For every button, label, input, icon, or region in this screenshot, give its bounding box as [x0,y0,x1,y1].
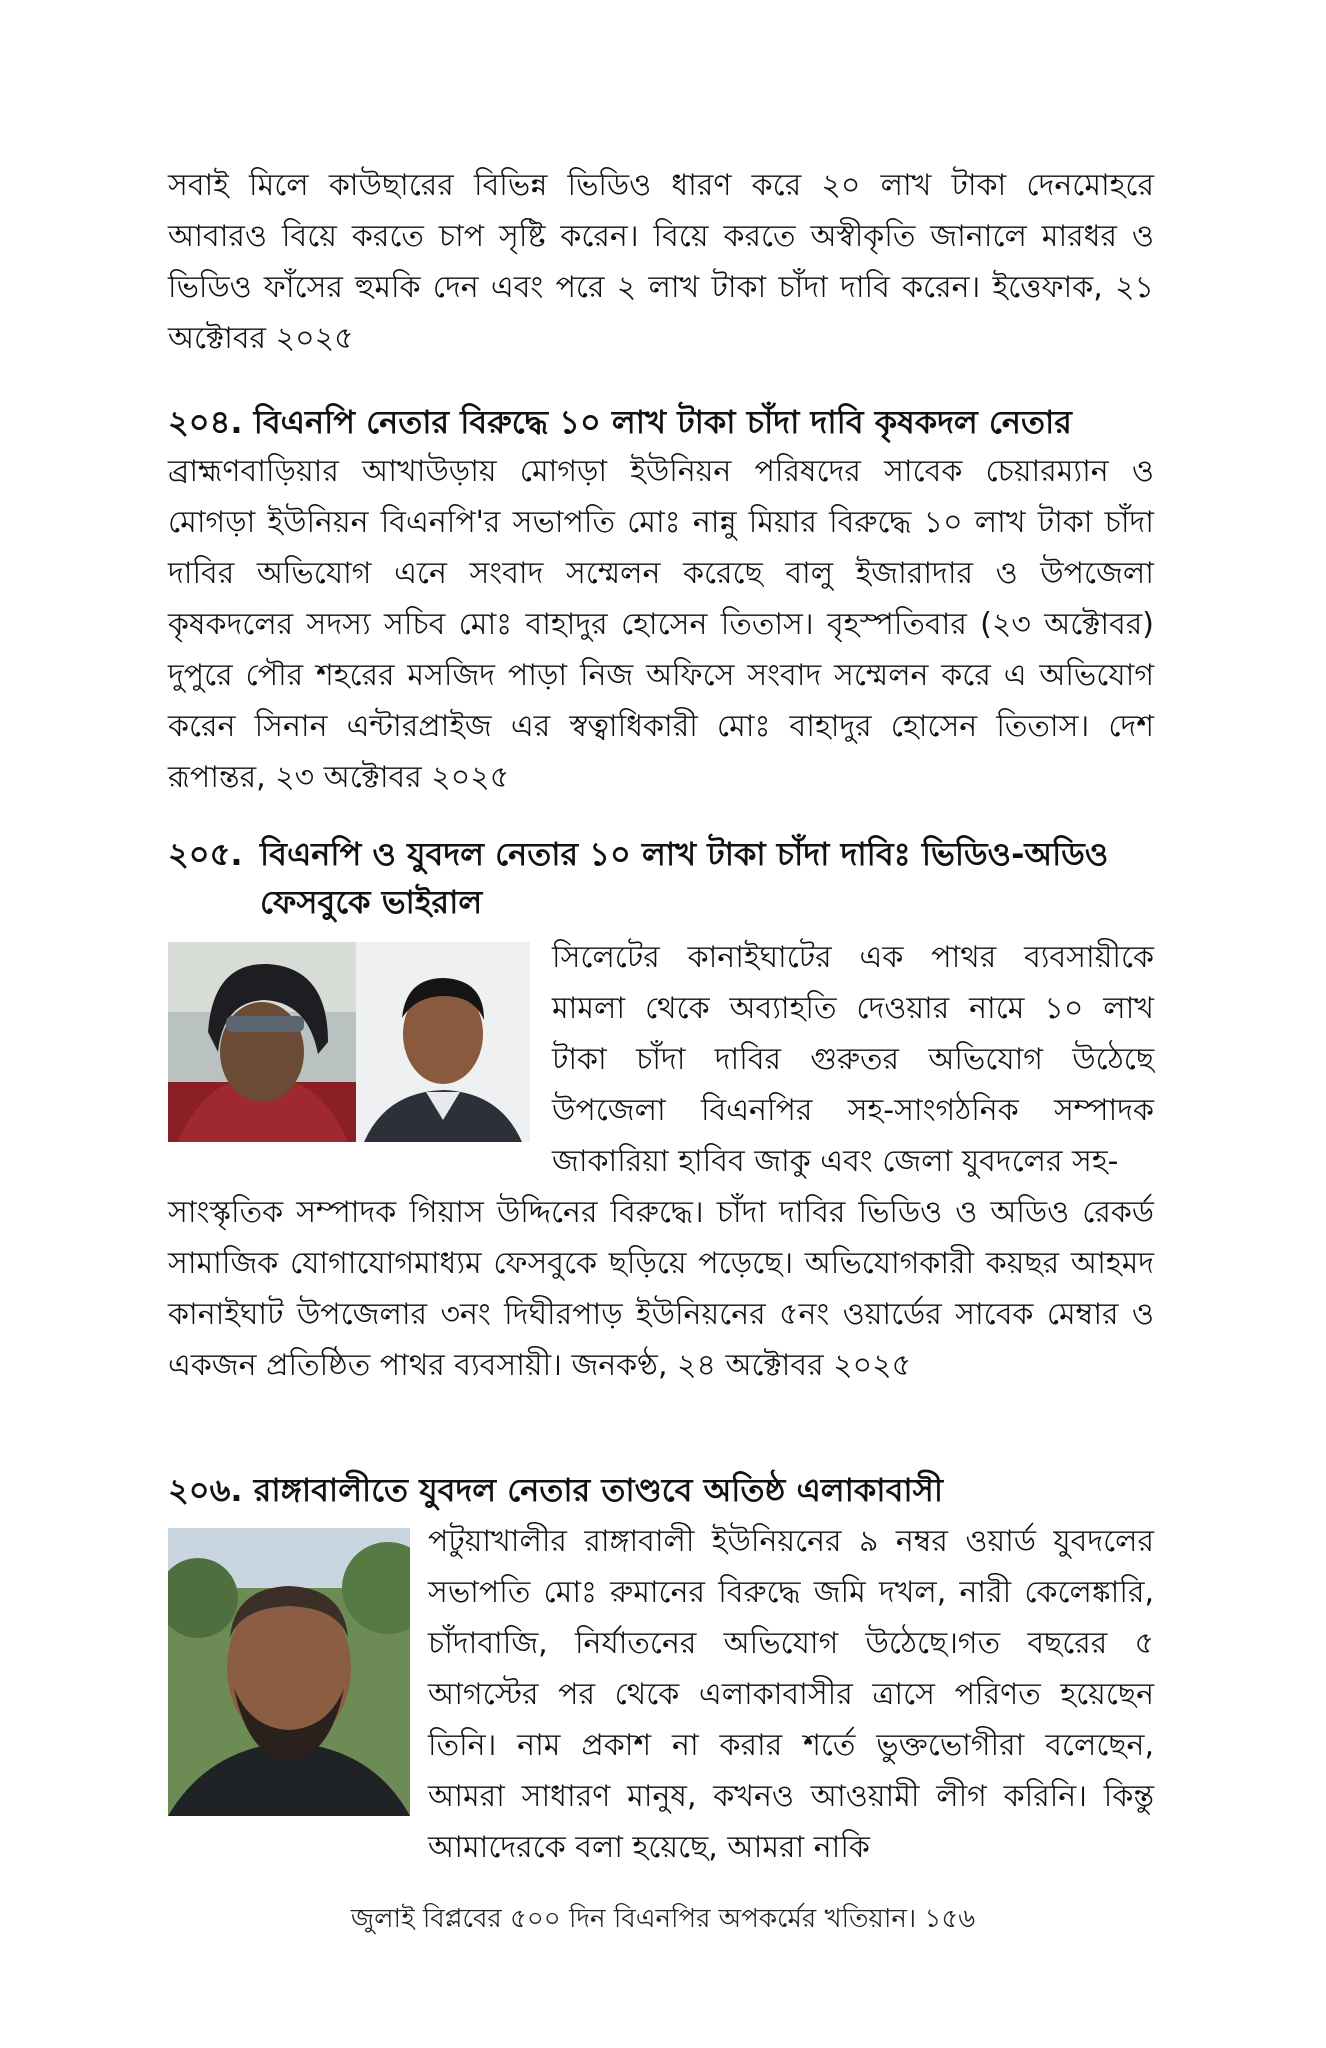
person-photo-right [356,942,530,1142]
item-204-heading [168,398,1154,446]
item-205-side-block [552,932,1154,1187]
item-206 [168,1466,1154,1514]
item-206-text: পটুয়াখালীর রাঙ্গাবালী ইউনিয়নের ৯ নম্বর ওয়ার্ড যুবদলের সভাপতি মোঃ রুমানের বিরুদ্ধে জমি দখল, নারী কেলেঙ্কারি, চাঁদাবাজি, নির্যাতনের অভিযোগ উঠেছে।গত বছরের ৫ আগস্টের পর থেকে এলাকাবাসীর ত্রাসে পরিণত হয়েছেন তিনি। নাম প্রকাশ না করার শর্তে ভুক্তভোগীরা বলেছেন, আমরা সাধারণ মানুষ, কখনও আওয়ামী লীগ করিনি। কিন্তু আমাদেরকে বলা হয়েছে, আমরা নাকি [428,1524,1154,1865]
item-205-source: জনকণ্ঠ, ২৪ অক্টোবর ২০২৫ [571,1348,912,1383]
item-205-continuation [168,1187,1154,1391]
intro-block [168,160,1154,364]
item-206-side-block [428,1516,1154,1873]
person-photo-206 [168,1528,410,1816]
intro-paragraph [168,160,1154,364]
item-204-source: দেশ রূপান্তর, ২৩ অক্টোবর ২০২৫ [168,709,1154,795]
item-204-number: ২০৪. [168,403,243,441]
item-206-heading [168,1466,1154,1514]
item-204 [168,398,1154,803]
footer-text: জুলাই বিপ্লবের ৫০০ দিন বিএনপির অপকর্মের খতিয়ান। ১৫৬ [350,1904,976,1934]
item-204-title: বিএনপি নেতার বিরুদ্ধে ১০ লাখ টাকা চাঁদা দাবি কৃষকদল নেতার [253,403,1072,441]
item-205-side-text: সিলেটের কানাইঘাটের এক পাথর ব্যবসায়ীকে মামলা থেকে অব্যাহতি দেওয়ার নামে ১০ লাখ টাকা চাঁদা দাবির গুরুতর অভিযোগ উঠেছে উপজেলা বিএনপির সহ-সাংগঠনিক সম্পাদক জাকারিয়া হাবিব জাকু এবং জেলা যুবদলের সহ- [552,940,1154,1179]
person-photo-left [168,942,356,1142]
person-photo-right-image [356,942,530,1142]
item-205-title: বিএনপি ও যুবদল নেতার ১০ লাখ টাকা চাঁদা দাবিঃ ভিডিও-অডিও ফেসবুকে ভাইরাল [260,835,1109,921]
person-photo-206-image [168,1528,410,1816]
intro-text: সবাই মিলে কাউছারের বিভিন্ন ভিডিও ধারণ করে ২০ লাখ টাকা দেনমোহরে আবারও বিয়ে করতে চাপ সৃষ্টি করেন। বিয়ে করতে অস্বীকৃতি জানালে মারধর ও ভিডিও ফাঁসের হুমকি দেন এবং পরে ২ লাখ টাকা চাঁদা দাবি করেন। [168,168,1154,305]
item-205-number: ২০৫. [168,835,243,873]
item-204-text: ব্রাহ্মণবাড়িয়ার আখাউড়ায় মোগড়া ইউনিয়ন পরিষদের সাবেক চেয়ারম্যান ও মোগড়া ইউনিয়ন বিএনপি'র সভাপতি মোঃ নান্নু মিয়ার বিরুদ্ধে ১০ লাখ টাকা চাঁদা দাবির অভিযোগ এনে সংবাদ সম্মেলন করেছে বালু ইজারাদার ও উপজেলা কৃষকদলের সদস্য সচিব মোঃ বাহাদুর হোসেন তিতাস। বৃহস্পতিবার (২৩ অক্টোবর) দুপুরে পৌর শহরের মসজিদ পাড়া নিজ অফিসে সংবাদ সম্মেলন করে এ অভিযোগ করেন সিনান এন্টারপ্রাইজ এর স্বত্বাধিকারী মোঃ বাহাদুর হোসেন তিতাস। [168,454,1154,744]
intro-source: ইত্তেফাক, ২১ অক্টোবর ২০২৫ [168,270,1154,356]
item-205-paragraph [168,1187,1154,1391]
item-206-title: রাঙ্গাবালীতে যুবদল নেতার তাণ্ডবে অতিষ্ঠ এলাকাবাসী [253,1471,943,1509]
item-205-text: সাংস্কৃতিক সম্পাদক গিয়াস উদ্দিনের বিরুদ্ধে। চাঁদা দাবির ভিডিও ও অডিও রেকর্ড সামাজিক যোগাযোগমাধ্যম ফেসবুকে ছড়িয়ে পড়েছে। অভিযোগকারী কয়ছর আহমদ কানাইঘাট উপজেলার ৩নং দিঘীরপাড় ইউনিয়নের ৫নং ওয়ার্ডের সাবেক মেম্বার ও একজন প্রতিষ্ঠিত পাথর ব্যবসায়ী। [168,1195,1154,1383]
person-photo-left-image [168,942,356,1142]
item-205-heading [168,830,1154,926]
item-206-number: ২০৬. [168,1471,243,1509]
page-footer [0,1901,1326,1937]
item-204-paragraph [168,446,1154,803]
item-205 [168,830,1154,926]
